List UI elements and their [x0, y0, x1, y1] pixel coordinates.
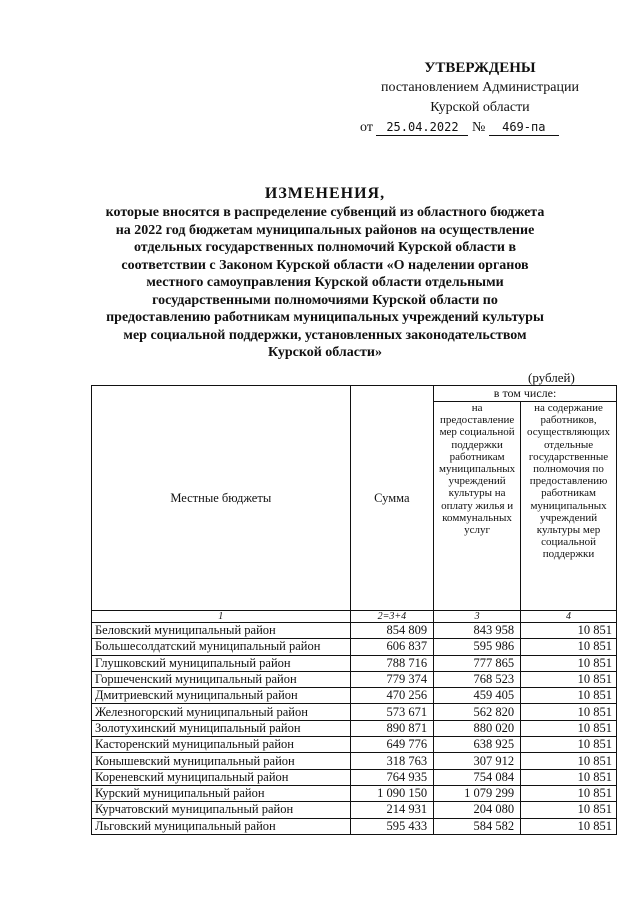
header-staff-maintenance: на содержание работников, осуществляющих отдельные государственные полномочия по предоставлению работникам муниципальных учреждений культуры мер социальной поддержки: [521, 402, 617, 611]
district-name: Горшеченский муниципальный район: [92, 671, 351, 687]
column-number: 3: [434, 611, 521, 623]
table-row: [92, 818, 617, 834]
sum-value: 854 809: [350, 623, 434, 639]
district-name: Касторенский муниципальный район: [92, 737, 351, 753]
staff-value: 10 851: [521, 623, 617, 639]
staff-value: 10 851: [521, 671, 617, 687]
district-name: Железногорский муниципальный район: [92, 704, 351, 720]
header-social-support: на предоставление мер социальной поддержки работникам муниципальных учреждений культуры на оплату жилья и коммунальных услуг: [434, 402, 521, 611]
approval-date: 25.04.2022: [376, 119, 468, 136]
sum-value: 788 716: [350, 655, 434, 671]
approval-block: [360, 58, 600, 138]
column-number: 1: [92, 611, 351, 623]
table-row: [92, 720, 617, 736]
sum-value: 318 763: [350, 753, 434, 769]
subtitle-line: местного самоуправления Курской области отдельными: [146, 275, 504, 290]
subtitle-line: государственными полномочиями Курской области по: [152, 292, 498, 308]
district-name: Золотухинский муниципальный район: [92, 720, 351, 736]
district-name: Дмитриевский муниципальный район: [92, 688, 351, 704]
sum-value: 764 935: [350, 769, 434, 785]
table-row: [92, 785, 617, 801]
sum-value: 214 931: [350, 802, 434, 818]
header-sum: Сумма: [350, 386, 434, 611]
district-name: Кореневский муниципальный район: [92, 769, 351, 785]
staff-value: 10 851: [521, 753, 617, 769]
table-row: [92, 753, 617, 769]
staff-value: 10 851: [521, 655, 617, 671]
subtitle-line: мер социальной поддержки, установленных законодательством: [123, 327, 527, 343]
support-value: 595 986: [434, 639, 521, 655]
approval-number: 469-па: [489, 119, 559, 136]
table-row: [92, 737, 617, 753]
approval-line-1: постановлением Администрации: [381, 80, 579, 95]
district-name: Льговский муниципальный район: [92, 818, 351, 834]
sum-value: 649 776: [350, 737, 434, 753]
subtitle-line: на 2022 год бюджетам муниципальных районов на осуществление: [115, 222, 535, 238]
header-including: в том числе:: [434, 386, 617, 402]
staff-value: 10 851: [521, 639, 617, 655]
staff-value: 10 851: [521, 818, 617, 834]
support-value: 638 925: [434, 737, 521, 753]
sum-value: 1 090 150: [350, 785, 434, 801]
table-row: [92, 623, 617, 639]
document-title-block: [80, 184, 570, 362]
table-row: [92, 769, 617, 785]
support-value: 584 582: [434, 818, 521, 834]
subtitle-line: предоставлению работникам муниципальных учреждений культуры: [106, 310, 544, 325]
table-row: [92, 802, 617, 818]
district-name: Конышевский муниципальный район: [92, 753, 351, 769]
staff-value: 10 851: [521, 785, 617, 801]
district-name: Глушковский муниципальный район: [92, 655, 351, 671]
approval-date-line: [360, 118, 600, 138]
support-value: 777 865: [434, 655, 521, 671]
staff-value: 10 851: [521, 688, 617, 704]
sum-value: 890 871: [350, 720, 434, 736]
table-row: [92, 639, 617, 655]
subtitle-line: которые вносятся в распределение субвенций из областного бюджета: [105, 205, 545, 220]
subtitle-line: отдельных государственных полномочий Курской области в: [133, 240, 517, 255]
staff-value: 10 851: [521, 737, 617, 753]
staff-value: 10 851: [521, 769, 617, 785]
support-value: 307 912: [434, 753, 521, 769]
document-subtitle: [80, 204, 570, 362]
support-value: 768 523: [434, 671, 521, 687]
units-label: (рублей): [528, 370, 575, 385]
support-value: 754 084: [434, 769, 521, 785]
table-row: [92, 655, 617, 671]
staff-value: 10 851: [521, 704, 617, 720]
district-name: Беловский муниципальный район: [92, 623, 351, 639]
sum-value: 779 374: [350, 671, 434, 687]
sum-value: 606 837: [350, 639, 434, 655]
support-value: 562 820: [434, 704, 521, 720]
support-value: 204 080: [434, 802, 521, 818]
support-value: 1 079 299: [434, 785, 521, 801]
district-name: Большесолдатский муниципальный район: [92, 639, 351, 655]
sum-value: 470 256: [350, 688, 434, 704]
header-local-budgets: Местные бюджеты: [92, 386, 351, 611]
subsidy-table: [91, 385, 617, 835]
support-value: 843 958: [434, 623, 521, 639]
support-value: 880 020: [434, 720, 521, 736]
number-label: №: [471, 120, 486, 135]
table-row: [92, 688, 617, 704]
district-name: Курчатовский муниципальный район: [92, 802, 351, 818]
support-value: 459 405: [434, 688, 521, 704]
column-number: 4: [521, 611, 617, 623]
approval-title: УТВЕРЖДЕНЫ: [424, 60, 536, 76]
table-row: [92, 704, 617, 720]
table-row: [92, 671, 617, 687]
subtitle-line: соответствии с Законом Курской области «О наделении органов: [121, 257, 529, 273]
sum-value: 595 433: [350, 818, 434, 834]
column-number: 2=3+4: [350, 611, 434, 623]
sum-value: 573 671: [350, 704, 434, 720]
staff-value: 10 851: [521, 720, 617, 736]
subtitle-line: Курской области»: [268, 345, 382, 360]
staff-value: 10 851: [521, 802, 617, 818]
approval-line-2: Курской области: [430, 100, 530, 115]
document-title: ИЗМЕНЕНИЯ,: [264, 185, 386, 202]
district-name: Курский муниципальный район: [92, 785, 351, 801]
from-label: от: [360, 120, 373, 135]
